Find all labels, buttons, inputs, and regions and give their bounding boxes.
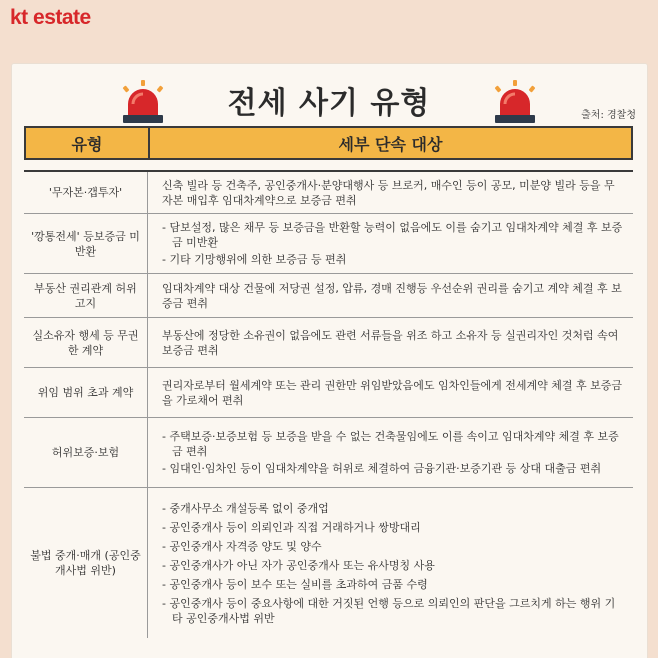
detail-line: 권리자로부터 월세계약 또는 관리 권한만 위임받았음에도 임차인들에게 전세계약 체결 후 보증금을 가로채어 편취 [162,378,623,407]
row-detail [148,488,633,638]
table-row [24,172,633,214]
kt-estate-logo [10,6,91,30]
fraud-types-table [24,170,633,638]
detail-line: - 공인중개사 등이 의뢰인과 직접 거래하거나 쌍방대리 [162,520,421,534]
row-detail [148,368,633,417]
detail-line: 신축 빌라 등 건축주, 공인중개사·분양대행사 등 브로커, 매수인 등이 공모, 미분양 빌라 등을 무자본 매입후 임대차계약으로 보증금 편취 [162,178,615,207]
detail-line: - 기타 기망행위에 의한 보증금 등 편취 [162,253,347,266]
row-type: 부동산 권리관계 허위 고지 [24,274,148,317]
row-detail [148,274,633,317]
row-type: 불법 중개·매개 (공인중개사법 위반) [24,488,148,638]
detail-line: - 주택보증·보증보험 등 보증을 받을 수 없는 건축물임에도 이를 속이고 임대차계약 체결 후 보증금 편취 [162,430,619,458]
row-type: '깡통전세' 등보증금 미반환 [24,214,148,273]
table-header [24,126,633,160]
detail-line: 임대차계약 대상 건물에 저당권 설정, 압류, 경매 진행등 우선순위 권리를 숨기고 계약 체결 후 보증금 편취 [162,281,622,310]
row-type: 위임 범위 초과 계약 [24,368,148,417]
header-type: 유형 [26,128,150,158]
row-type: 실소유자 행세 등 무권한 계약 [24,318,148,367]
table-row [24,274,633,318]
logo-kt: kt [10,6,28,29]
detail-line: - 공인중개사가 아닌 자가 공인중개사 또는 유사명칭 사용 [162,558,435,572]
source-label: 출처: 경찰청 [581,110,636,121]
logo-estate: estate [33,6,91,29]
row-type: '무자본·갭투자' [24,172,148,213]
table-row [24,488,633,638]
row-detail [148,214,633,273]
page-title: 전세 사기 유형 [227,86,431,121]
detail-line: - 담보설정, 많은 채무 등 보증금을 반환할 능력이 없음에도 이를 숨기고 임대차계약 체결 후 보증금 미반환 [162,221,623,249]
table-row [24,368,633,418]
table-row [24,318,633,368]
row-type: 허위보증·보험 [24,418,148,487]
row-detail [148,318,633,367]
table-row [24,418,633,488]
header-detail: 세부 단속 대상 [338,134,443,154]
detail-line: 부동산에 정당한 소유권이 없음에도 관련 서류들을 위조 하고 소유자 등 실권리자인 것처럼 속여 보증금 편취 [162,328,619,357]
row-detail [148,418,633,487]
detail-line: - 공인중개사 등이 보수 또는 실비를 초과하여 금품 수령 [162,577,428,591]
table-row [24,214,633,274]
detail-line: - 임대인·임차인 등이 임대차계약을 허위로 체결하여 금융기관·보증기관 등 상대 대출금 편취 [162,462,602,475]
detail-line: - 공인중개사 등이 중요사항에 대한 거짓된 언행 등으로 의뢰인의 판단을 그르치게 하는 행위 기타 공인중개사법 위반 [162,596,616,625]
detail-line: - 공인중개사 자격증 양도 및 양수 [162,539,322,553]
detail-line: - 중개사무소 개설등록 없이 중개업 [162,501,329,515]
row-detail [148,172,633,213]
